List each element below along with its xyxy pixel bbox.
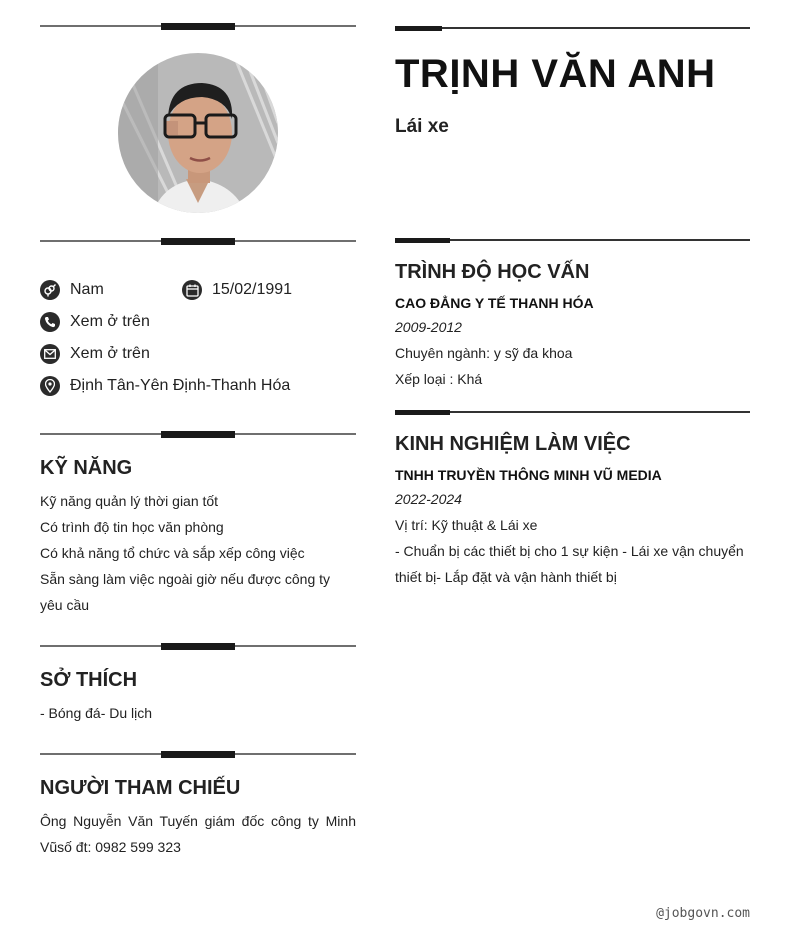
experience-position: Vị trí: Kỹ thuật & Lái xe bbox=[395, 517, 538, 533]
gender-icon bbox=[40, 280, 60, 300]
references-text: Ông Nguyễn Văn Tuyến giám đốc công ty Minh Vũsố đt: 0982 599 323 bbox=[40, 813, 356, 855]
skill-item: Có khả năng tổ chức và sắp xếp công việc bbox=[40, 545, 305, 561]
calendar-icon bbox=[182, 280, 202, 300]
hobbies-title: SỞ THÍCH bbox=[40, 669, 138, 691]
divider-hobbies bbox=[40, 643, 356, 650]
avatar bbox=[118, 53, 278, 213]
skills-list bbox=[40, 488, 356, 618]
phone-value: Xem ở trên bbox=[70, 313, 150, 330]
divider-skills bbox=[40, 431, 356, 438]
birthdate-value: 15/02/1991 bbox=[212, 281, 293, 298]
divider-education bbox=[395, 238, 750, 243]
experience-block bbox=[395, 462, 750, 590]
education-block bbox=[395, 290, 750, 392]
education-title: TRÌNH ĐỘ HỌC VẤN bbox=[395, 261, 590, 283]
experience-description: - Chuẩn bị các thiết bị cho 1 sự kiện - Lái xe vận chuyển thiết bị- Lắp đặt và vận hành thiết bị bbox=[395, 543, 744, 585]
skill-item: Có trình độ tin học văn phòng bbox=[40, 519, 224, 535]
full-name: TRỊNH VĂN ANH bbox=[395, 52, 716, 96]
skill-item: Kỹ năng quản lý thời gian tốt bbox=[40, 493, 219, 509]
education-years: 2009-2012 bbox=[395, 319, 462, 335]
gender-value: Nam bbox=[70, 281, 104, 298]
divider-experience bbox=[395, 410, 750, 415]
education-grade: Xếp loại : Khá bbox=[395, 371, 483, 387]
divider-top-right bbox=[395, 26, 750, 31]
experience-title: KINH NGHIỆM LÀM VIỆC bbox=[395, 433, 631, 455]
job-title: Lái xe bbox=[395, 116, 449, 137]
phone-icon bbox=[40, 312, 60, 332]
hobbies-text: - Bóng đá- Du lịch bbox=[40, 705, 153, 721]
email-icon bbox=[40, 344, 60, 364]
skills-title: KỸ NĂNG bbox=[40, 457, 133, 479]
skill-item: Sẵn sàng làm việc ngoài giờ nếu được công ty yêu cầu bbox=[40, 571, 331, 613]
experience-company: TNHH TRUYỀN THÔNG MINH VŨ MEDIA bbox=[395, 467, 662, 483]
experience-years: 2022-2024 bbox=[395, 491, 462, 507]
divider-references bbox=[40, 751, 356, 758]
address-value: Định Tân-Yên Định-Thanh Hóa bbox=[70, 377, 291, 394]
education-major: Chuyên ngành: y sỹ đa khoa bbox=[395, 345, 573, 361]
watermark: @jobgovn.com bbox=[656, 906, 750, 921]
location-icon bbox=[40, 376, 60, 396]
divider-contact bbox=[40, 238, 356, 245]
education-school: CAO ĐẲNG Y TẾ THANH HÓA bbox=[395, 295, 594, 311]
email-value: Xem ở trên bbox=[70, 345, 150, 362]
references-title: NGƯỜI THAM CHIẾU bbox=[40, 777, 241, 799]
divider-top-left bbox=[40, 23, 356, 30]
